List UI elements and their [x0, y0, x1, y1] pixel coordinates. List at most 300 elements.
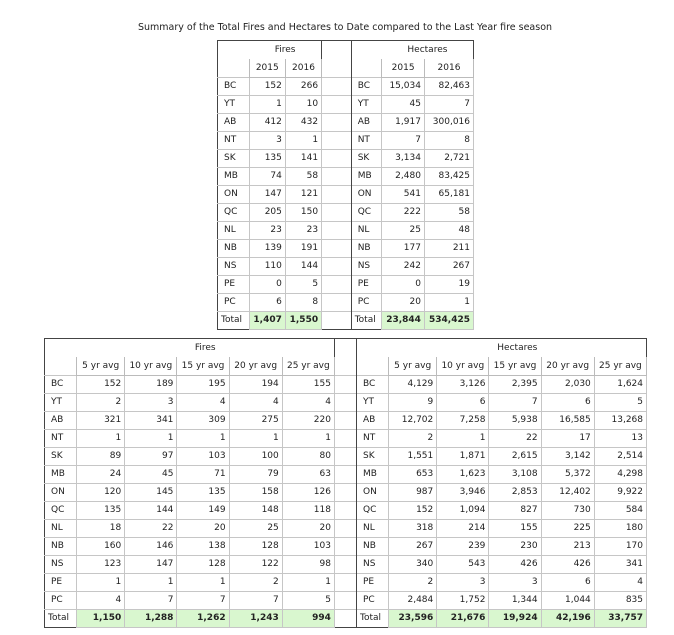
province-label: PC	[218, 293, 250, 311]
hectares-avg-value: 1,624	[594, 375, 646, 393]
year-header: 2016	[424, 59, 473, 77]
table-divider	[334, 375, 356, 393]
hectares-avg-value: 22	[489, 429, 541, 447]
table-divider	[334, 393, 356, 411]
hectares-avg-value: 5	[594, 393, 646, 411]
hectares-value: 25	[382, 221, 425, 239]
province-label: NS	[45, 555, 77, 573]
fires-value: 152	[249, 77, 285, 95]
fires-avg-value: 7	[125, 591, 177, 609]
table-row	[218, 167, 474, 185]
current-season-table	[217, 40, 474, 330]
province-label: YT	[357, 393, 389, 411]
averages-table	[44, 338, 647, 628]
fires-avg-value: 135	[77, 501, 125, 519]
hectares-value: 2,721	[424, 149, 473, 167]
table-divider	[322, 185, 352, 203]
hectares-value: 3,134	[382, 149, 425, 167]
avg-header: 10 yr avg	[437, 357, 489, 375]
table-divider	[322, 131, 352, 149]
fires-avg-value: 160	[77, 537, 125, 555]
hectares-value: 58	[424, 203, 473, 221]
table-row	[45, 591, 647, 609]
province-label: QC	[357, 501, 389, 519]
hectares-avg-value: 1,752	[437, 591, 489, 609]
province-label: BC	[351, 77, 382, 95]
hectares-avg-value: 2	[389, 429, 437, 447]
table-row	[45, 465, 647, 483]
hectares-avg-value: 239	[437, 537, 489, 555]
hectares-averages-header: Hectares	[497, 343, 538, 353]
fires-avg-value: 123	[77, 555, 125, 573]
fires-avg-value: 1	[177, 573, 229, 591]
fires-avg-value: 103	[177, 447, 229, 465]
year-header: 2016	[285, 59, 321, 77]
fires-avg-value: 97	[125, 447, 177, 465]
fires-avg-value: 1	[125, 429, 177, 447]
fires-avg-value: 71	[177, 465, 229, 483]
fires-avg-value: 145	[125, 483, 177, 501]
table-divider	[334, 501, 356, 519]
hectares-avg-value: 1,094	[437, 501, 489, 519]
fires-avg-value: 135	[177, 483, 229, 501]
table-divider	[322, 257, 352, 275]
fires-avg-value: 2	[229, 573, 282, 591]
province-label: AB	[351, 113, 382, 131]
fires-avg-value: 341	[125, 411, 177, 429]
table-row	[45, 447, 647, 465]
fires-avg-value: 146	[125, 537, 177, 555]
table-divider	[334, 591, 356, 609]
total-fires-avg-value: 1,262	[177, 609, 229, 627]
fires-avg-value: 1	[77, 573, 125, 591]
hectares-avg-value: 6	[437, 393, 489, 411]
fires-avg-value: 158	[229, 483, 282, 501]
fires-avg-value: 189	[125, 375, 177, 393]
total-hectares-avg-value: 42,196	[541, 609, 594, 627]
hectares-avg-value: 16,585	[541, 411, 594, 429]
hectares-avg-value: 340	[389, 555, 437, 573]
province-label: PC	[357, 591, 389, 609]
fires-avg-value: 138	[177, 537, 229, 555]
fires-avg-value: 128	[229, 537, 282, 555]
hectares-avg-value: 3,126	[437, 375, 489, 393]
fires-avg-value: 147	[125, 555, 177, 573]
fires-avg-value: 1	[282, 573, 334, 591]
year-header: 2015	[249, 59, 285, 77]
hectares-avg-value: 1	[437, 429, 489, 447]
total-label: Total	[351, 311, 382, 329]
fires-avg-value: 22	[125, 519, 177, 537]
fires-avg-value: 149	[177, 501, 229, 519]
fires-value: 144	[285, 257, 321, 275]
fires-avg-value: 7	[177, 591, 229, 609]
hectares-avg-value: 152	[389, 501, 437, 519]
hectares-avg-value: 17	[541, 429, 594, 447]
fires-value: 8	[285, 293, 321, 311]
fires-value: 0	[249, 275, 285, 293]
fires-value: 121	[285, 185, 321, 203]
province-label: PC	[45, 591, 77, 609]
fires-avg-value: 4	[229, 393, 282, 411]
total-hectares-avg-value: 33,757	[594, 609, 646, 627]
hectares-value: 82,463	[424, 77, 473, 95]
fires-avg-value: 98	[282, 555, 334, 573]
hectares-avg-value: 225	[541, 519, 594, 537]
fires-avg-value: 103	[282, 537, 334, 555]
fires-avg-value: 155	[282, 375, 334, 393]
fires-value: 191	[285, 239, 321, 257]
table-divider	[334, 411, 356, 429]
province-label: PE	[357, 573, 389, 591]
total-label: Total	[357, 609, 389, 627]
hectares-avg-value: 987	[389, 483, 437, 501]
table-row	[218, 113, 474, 131]
hectares-avg-value: 3	[437, 573, 489, 591]
fires-avg-value: 120	[77, 483, 125, 501]
province-label: MB	[45, 465, 77, 483]
province-label: NB	[45, 537, 77, 555]
total-fires-value: 1,407	[249, 311, 285, 329]
table-divider	[322, 203, 352, 221]
total-row	[218, 311, 474, 329]
table-divider	[322, 239, 352, 257]
hectares-avg-value: 230	[489, 537, 541, 555]
hectares-value: 211	[424, 239, 473, 257]
table-row	[218, 221, 474, 239]
province-label: QC	[218, 203, 250, 221]
province-label: SK	[357, 447, 389, 465]
table-row	[45, 483, 647, 501]
fires-avg-value: 63	[282, 465, 334, 483]
table-row	[218, 77, 474, 95]
hectares-value: 20	[382, 293, 425, 311]
table-divider	[322, 293, 352, 311]
table-row	[45, 573, 647, 591]
hectares-avg-value: 2,514	[594, 447, 646, 465]
hectares-value: 8	[424, 131, 473, 149]
summary-title: Summary of the Total Fires and Hectares to Date compared to the Last Year fire season	[137, 22, 553, 33]
province-label: MB	[357, 465, 389, 483]
province-label: PC	[351, 293, 382, 311]
hectares-value: 48	[424, 221, 473, 239]
province-label: AB	[218, 113, 250, 131]
table-divider	[334, 537, 356, 555]
table-divider	[334, 573, 356, 591]
hectares-avg-value: 6	[541, 573, 594, 591]
fires-avg-value: 20	[282, 519, 334, 537]
hectares-avg-value: 180	[594, 519, 646, 537]
table-row	[45, 375, 647, 393]
avg-header: 20 yr avg	[541, 357, 594, 375]
fires-value: 1	[249, 95, 285, 113]
hectares-avg-value: 13	[594, 429, 646, 447]
hectares-avg-value: 214	[437, 519, 489, 537]
table-row	[45, 429, 647, 447]
fires-value: 10	[285, 95, 321, 113]
avg-header: 25 yr avg	[282, 357, 334, 375]
fires-avg-value: 79	[229, 465, 282, 483]
fires-value: 139	[249, 239, 285, 257]
hectares-avg-value: 2,484	[389, 591, 437, 609]
fires-avg-value: 20	[177, 519, 229, 537]
fires-value: 3	[249, 131, 285, 149]
fires-value: 141	[285, 149, 321, 167]
hectares-value: 242	[382, 257, 425, 275]
province-label: ON	[45, 483, 77, 501]
province-label: NS	[351, 257, 382, 275]
hectares-avg-value: 1,044	[541, 591, 594, 609]
hectares-avg-value: 426	[489, 555, 541, 573]
hectares-avg-value: 1,551	[389, 447, 437, 465]
table-row	[45, 555, 647, 573]
hectares-avg-value: 13,268	[594, 411, 646, 429]
hectares-avg-value: 7,258	[437, 411, 489, 429]
fires-avg-value: 1	[125, 573, 177, 591]
province-label: NL	[357, 519, 389, 537]
hectares-value: 45	[382, 95, 425, 113]
total-hectares-avg-value: 23,596	[389, 609, 437, 627]
fires-avg-value: 5	[282, 591, 334, 609]
hectares-avg-value: 730	[541, 501, 594, 519]
fires-avg-value: 2	[77, 393, 125, 411]
hectares-value: 83,425	[424, 167, 473, 185]
table-divider	[322, 221, 352, 239]
hectares-value: 177	[382, 239, 425, 257]
hectares-value: 7	[424, 95, 473, 113]
hectares-value: 19	[424, 275, 473, 293]
province-label: YT	[45, 393, 77, 411]
province-label: NL	[351, 221, 382, 239]
hectares-avg-value: 155	[489, 519, 541, 537]
province-label: MB	[218, 167, 250, 185]
fires-avg-value: 321	[77, 411, 125, 429]
hectares-value: 2,480	[382, 167, 425, 185]
avg-header: 5 yr avg	[389, 357, 437, 375]
hectares-avg-value: 6	[541, 393, 594, 411]
province-label: QC	[45, 501, 77, 519]
fires-avg-value: 122	[229, 555, 282, 573]
avg-header: 15 yr avg	[177, 357, 229, 375]
table-row	[218, 257, 474, 275]
table-row	[45, 393, 647, 411]
hectares-value: 65,181	[424, 185, 473, 203]
table-divider	[322, 311, 352, 329]
hectares-avg-value: 827	[489, 501, 541, 519]
fires-avg-value: 220	[282, 411, 334, 429]
hectares-avg-value: 341	[594, 555, 646, 573]
province-label: PE	[45, 573, 77, 591]
fires-avg-value: 7	[229, 591, 282, 609]
hectares-value: 1,917	[382, 113, 425, 131]
fires-value: 110	[249, 257, 285, 275]
table-row	[218, 239, 474, 257]
province-label: MB	[351, 167, 382, 185]
hectares-avg-value: 3,142	[541, 447, 594, 465]
fires-avg-value: 118	[282, 501, 334, 519]
table-divider	[322, 167, 352, 185]
table-divider	[334, 483, 356, 501]
province-label: SK	[45, 447, 77, 465]
table-divider	[322, 275, 352, 293]
province-label: BC	[357, 375, 389, 393]
fires-value: 6	[249, 293, 285, 311]
hectares-avg-value: 5,372	[541, 465, 594, 483]
table-divider	[322, 95, 352, 113]
total-hectares-avg-value: 21,676	[437, 609, 489, 627]
fires-avg-value: 4	[282, 393, 334, 411]
province-label: NL	[45, 519, 77, 537]
hectares-avg-value: 2,030	[541, 375, 594, 393]
province-label: NB	[218, 239, 250, 257]
province-label: ON	[218, 185, 250, 203]
hectares-avg-value: 2,395	[489, 375, 541, 393]
fires-avg-value: 126	[282, 483, 334, 501]
total-label: Total	[218, 311, 250, 329]
total-hectares-avg-value: 19,924	[489, 609, 541, 627]
year-header: 2015	[382, 59, 425, 77]
total-label: Total	[45, 609, 77, 627]
hectares-avg-value: 2,615	[489, 447, 541, 465]
province-label: NB	[351, 239, 382, 257]
hectares-avg-value: 9,922	[594, 483, 646, 501]
total-hectares-value: 23,844	[382, 311, 425, 329]
hectares-avg-value: 426	[541, 555, 594, 573]
fires-avg-value: 1	[282, 429, 334, 447]
province-label: PE	[218, 275, 250, 293]
fires-value: 205	[249, 203, 285, 221]
fires-avg-value: 1	[77, 429, 125, 447]
fires-avg-value: 144	[125, 501, 177, 519]
hectares-avg-value: 4,298	[594, 465, 646, 483]
fires-avg-value: 80	[282, 447, 334, 465]
table-divider	[322, 77, 352, 95]
fires-avg-value: 4	[177, 393, 229, 411]
table-row	[45, 537, 647, 555]
total-fires-avg-value: 1,243	[229, 609, 282, 627]
province-label: NT	[357, 429, 389, 447]
province-label: SK	[218, 149, 250, 167]
province-label: AB	[357, 411, 389, 429]
avg-header: 10 yr avg	[125, 357, 177, 375]
fires-value: 58	[285, 167, 321, 185]
fires-avg-value: 24	[77, 465, 125, 483]
table-row	[218, 275, 474, 293]
hectares-avg-value: 543	[437, 555, 489, 573]
hectares-avg-value: 7	[489, 393, 541, 411]
total-fires-avg-value: 994	[282, 609, 334, 627]
table-divider	[334, 429, 356, 447]
hectares-value: 300,016	[424, 113, 473, 131]
total-fires-value: 1,550	[285, 311, 321, 329]
fires-value: 5	[285, 275, 321, 293]
table-row	[45, 411, 647, 429]
fires-avg-value: 152	[77, 375, 125, 393]
hectares-value: 15,034	[382, 77, 425, 95]
hectares-avg-value: 4	[594, 573, 646, 591]
hectares-value: 7	[382, 131, 425, 149]
fires-avg-value: 194	[229, 375, 282, 393]
province-label: NS	[357, 555, 389, 573]
hectares-value: 222	[382, 203, 425, 221]
fires-avg-value: 45	[125, 465, 177, 483]
province-label: NL	[218, 221, 250, 239]
fires-value: 147	[249, 185, 285, 203]
table-row	[45, 501, 647, 519]
hectares-avg-value: 9	[389, 393, 437, 411]
fires-avg-value: 89	[77, 447, 125, 465]
province-label: ON	[357, 483, 389, 501]
province-label: AB	[45, 411, 77, 429]
province-label: BC	[218, 77, 250, 95]
province-label: BC	[45, 375, 77, 393]
table-row	[218, 149, 474, 167]
hectares-avg-value: 1,623	[437, 465, 489, 483]
hectares-avg-value: 3,946	[437, 483, 489, 501]
fires-avg-value: 1	[229, 429, 282, 447]
province-label: NT	[351, 131, 382, 149]
fires-value: 23	[285, 221, 321, 239]
hectares-group-header: Hectares	[407, 45, 448, 55]
province-label: NT	[218, 131, 250, 149]
fires-avg-value: 25	[229, 519, 282, 537]
hectares-avg-value: 2	[389, 573, 437, 591]
table-divider	[334, 555, 356, 573]
hectares-avg-value: 835	[594, 591, 646, 609]
fires-value: 266	[285, 77, 321, 95]
hectares-value: 1	[424, 293, 473, 311]
hectares-avg-value: 5,938	[489, 411, 541, 429]
province-label: QC	[351, 203, 382, 221]
fires-value: 74	[249, 167, 285, 185]
table-row	[218, 203, 474, 221]
province-label: YT	[351, 95, 382, 113]
hectares-value: 267	[424, 257, 473, 275]
avg-header: 5 yr avg	[77, 357, 125, 375]
fires-value: 1	[285, 131, 321, 149]
fires-value: 23	[249, 221, 285, 239]
table-row	[218, 185, 474, 203]
total-fires-avg-value: 1,150	[77, 609, 125, 627]
hectares-value: 0	[382, 275, 425, 293]
fires-avg-value: 100	[229, 447, 282, 465]
table-divider	[334, 609, 356, 627]
fires-value: 150	[285, 203, 321, 221]
province-label: PE	[351, 275, 382, 293]
hectares-avg-value: 12,402	[541, 483, 594, 501]
hectares-avg-value: 267	[389, 537, 437, 555]
hectares-avg-value: 12,702	[389, 411, 437, 429]
hectares-avg-value: 1,344	[489, 591, 541, 609]
fires-value: 432	[285, 113, 321, 131]
province-label: YT	[218, 95, 250, 113]
avg-header: 25 yr avg	[594, 357, 646, 375]
hectares-avg-value: 1,871	[437, 447, 489, 465]
fires-avg-value: 3	[125, 393, 177, 411]
hectares-avg-value: 4,129	[389, 375, 437, 393]
fires-avg-value: 128	[177, 555, 229, 573]
fires-avg-value: 275	[229, 411, 282, 429]
total-fires-avg-value: 1,288	[125, 609, 177, 627]
total-hectares-value: 534,425	[424, 311, 473, 329]
fires-avg-value: 1	[177, 429, 229, 447]
table-divider	[334, 465, 356, 483]
hectares-avg-value: 653	[389, 465, 437, 483]
hectares-value: 541	[382, 185, 425, 203]
hectares-avg-value: 2,853	[489, 483, 541, 501]
fires-averages-header: Fires	[194, 343, 216, 353]
fires-avg-value: 4	[77, 591, 125, 609]
